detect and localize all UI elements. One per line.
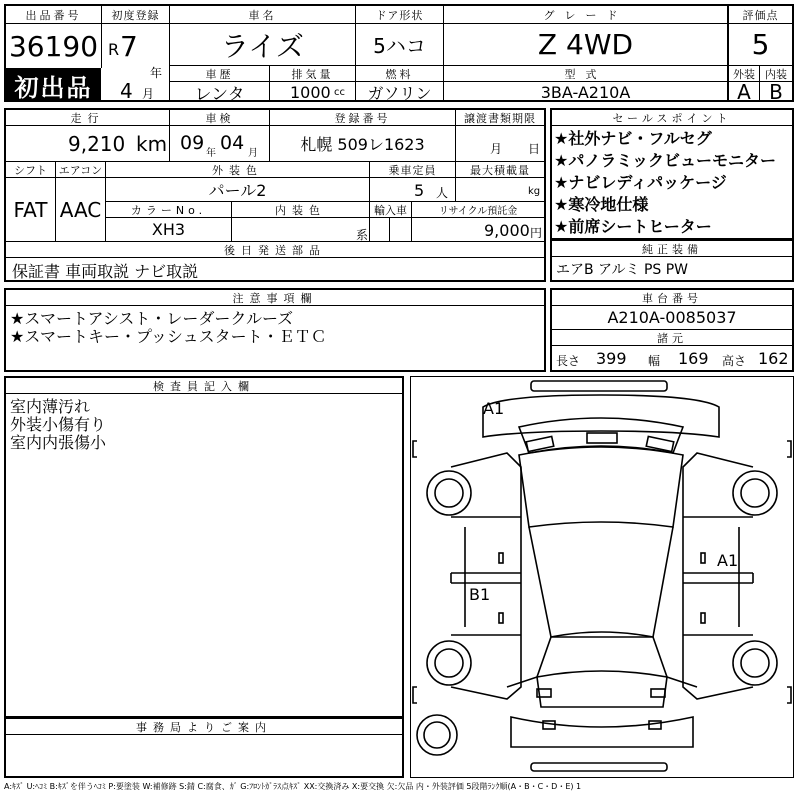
chassis-box <box>550 288 794 372</box>
height: 162 <box>758 349 789 368</box>
displacement: 1000 <box>290 83 331 102</box>
inspection-label: 車検 <box>170 110 270 126</box>
max-load-value <box>456 178 544 202</box>
caution-line: ★スマートキー・プッシュスタート・ＥＴＣ <box>10 327 327 346</box>
interior-label: 内装 <box>760 66 792 82</box>
caution-label: 注意事項欄 <box>6 290 544 306</box>
inspector-line: 室内薄汚れ <box>10 397 91 416</box>
delivery-value-cell <box>6 258 544 280</box>
displacement-value <box>270 82 356 102</box>
office-label: 事務局よりご案内 <box>6 718 402 735</box>
recycle-label: リサイクル預託金 <box>412 202 544 218</box>
transfer-month-unit: 月 <box>490 142 503 156</box>
model: 3BA-A210A <box>444 82 728 102</box>
grade: Z 4WD <box>444 24 728 66</box>
sales-point: ★社外ナビ・フルセグ <box>554 129 712 148</box>
sales-point: ★前席シートヒーター <box>554 217 712 236</box>
fuel: ガソリン <box>356 82 444 102</box>
max-load-label: 最大積載量 <box>456 162 544 178</box>
sales-points-box <box>550 108 794 240</box>
exterior: A <box>728 82 760 102</box>
lot-no: 36190 <box>6 24 102 68</box>
damage-mark-left: B1 <box>469 585 491 604</box>
max-load-unit: kg <box>528 186 541 197</box>
legend: A:ｷｽﾞ U:ﾍｺﾐ B:ｷｽﾞを伴うﾍｺﾐ P:要塗装 W:補修跡 S:錆 C:腐食、ｶﾞ G:ﾌﾛﾝﾄｶﾞﾗｽ点ｷｽﾞ XX:交換済み X:要交換 欠:欠品 内・外装評価 5段階ﾗﾝｸ順(A・B・C・D・E) 1 <box>4 782 582 791</box>
color-no: XH3 <box>106 218 232 242</box>
capacity-unit: 人 <box>436 186 449 200</box>
score-label: 評価点 <box>728 6 792 24</box>
ac-label: エアコン <box>56 162 106 178</box>
inspector-line: 室内内張傷小 <box>10 433 107 452</box>
first-reg-label: 初度登録 <box>102 6 170 24</box>
equipment-value: エアB アルミ PS PW <box>556 262 689 278</box>
mileage-unit: km <box>136 132 168 156</box>
score: 5 <box>728 24 792 66</box>
first-reg-value <box>102 24 170 102</box>
history-label: 車歴 <box>170 66 270 82</box>
sales-point: ★パノラミックビューモニター <box>554 151 777 170</box>
height-label: 高さ <box>722 354 747 368</box>
exterior-label: 外装 <box>728 66 760 82</box>
car-diagram-box <box>410 376 794 778</box>
equipment-box <box>550 240 794 282</box>
first-listing-badge <box>6 68 101 102</box>
import-label: 輸入車 <box>370 202 412 218</box>
office-box <box>4 718 404 778</box>
damage-mark-right: A1 <box>717 551 739 570</box>
caution-line: ★スマートアシスト・レーダークルーズ <box>10 309 294 328</box>
inspector-label: 検査員記入欄 <box>6 378 402 394</box>
caution-box <box>4 288 546 372</box>
chassis-label: 車台番号 <box>552 290 792 306</box>
caution-lines <box>10 310 327 346</box>
car-name: ライズ <box>170 24 356 66</box>
reg-no-label: 登録番号 <box>270 110 456 126</box>
sales-point: ★寒冷地仕様 <box>554 195 649 214</box>
model-label: 型式 <box>444 66 728 82</box>
grade-label: グレード <box>444 6 728 24</box>
length-label: 長さ <box>556 354 581 368</box>
shift: FAT <box>6 178 56 242</box>
delivery-value: 保証書 車両取説 ナビ取説 <box>12 262 199 280</box>
inspector-box <box>4 376 404 718</box>
recycle: 9,000 <box>484 221 530 240</box>
import-value-a <box>370 218 390 242</box>
insp-month: 04 <box>220 132 245 154</box>
length: 399 <box>596 349 627 368</box>
lot-no-label: 出品番号 <box>6 6 102 24</box>
door-label: ドア形状 <box>356 6 444 24</box>
year: 7 <box>120 30 138 63</box>
fuel-label: 燃料 <box>356 66 444 82</box>
insp-year-unit: 年 <box>206 148 216 159</box>
int-color-value <box>232 218 370 242</box>
vehicle-details-box <box>4 108 546 282</box>
color: パール2 <box>106 178 370 202</box>
capacity-value <box>370 178 456 202</box>
color-no-label: カラーNo. <box>106 202 232 218</box>
transfer-label: 譲渡書類期限 <box>456 110 544 126</box>
capacity: 5 <box>414 181 425 200</box>
displacement-label: 排気量 <box>270 66 356 82</box>
damage-mark-front: A1 <box>483 399 505 418</box>
width-label: 幅 <box>648 354 661 368</box>
sales-points-list <box>554 128 776 238</box>
history: レンタ <box>170 82 270 102</box>
sales-label: セールスポイント <box>552 110 792 126</box>
insp-year: 09 <box>180 132 205 154</box>
year-unit: 年 <box>150 66 163 80</box>
spec-values <box>552 346 792 370</box>
header-info-box <box>4 4 794 102</box>
capacity-label: 乗車定員 <box>370 162 456 178</box>
month: 4 <box>120 79 133 102</box>
first-listing-text: 初出品 <box>14 73 93 102</box>
color-label: 外装色 <box>106 162 370 178</box>
inspector-lines <box>10 398 106 452</box>
car-name-label: 車名 <box>170 6 356 24</box>
mileage-label: 走行 <box>6 110 170 126</box>
insp-month-unit: 月 <box>248 148 258 159</box>
chassis-value: A210A-0085037 <box>552 306 792 330</box>
inspector-line: 外装小傷有り <box>10 415 107 434</box>
transfer-value <box>456 126 544 162</box>
month-unit: 月 <box>142 87 155 101</box>
mileage: 9,210 <box>68 132 126 156</box>
transfer-day-unit: 日 <box>528 142 541 156</box>
recycle-unit: 円 <box>530 226 543 240</box>
inspection-value <box>170 126 270 162</box>
displacement-unit: cc <box>334 87 345 98</box>
delivery-label: 後日発送部品 <box>6 242 544 258</box>
int-color-label: 内装色 <box>232 202 370 218</box>
shift-label: シフト <box>6 162 56 178</box>
equipment-label: 純正装備 <box>552 240 792 257</box>
ac: AAC <box>56 178 106 242</box>
int-color-unit: 系 <box>356 228 369 242</box>
door: 5ハコ <box>356 24 444 66</box>
sales-point: ★ナビレディパッケージ <box>554 173 727 192</box>
mileage-value <box>6 126 170 162</box>
car-diagram <box>411 377 793 777</box>
import-value-b <box>390 218 412 242</box>
era: R <box>108 40 120 59</box>
reg-no: 札幌 509レ1623 <box>270 126 456 162</box>
spec-label: 諸元 <box>552 330 792 346</box>
recycle-value <box>412 218 544 242</box>
width: 169 <box>678 349 709 368</box>
interior: B <box>769 82 783 102</box>
